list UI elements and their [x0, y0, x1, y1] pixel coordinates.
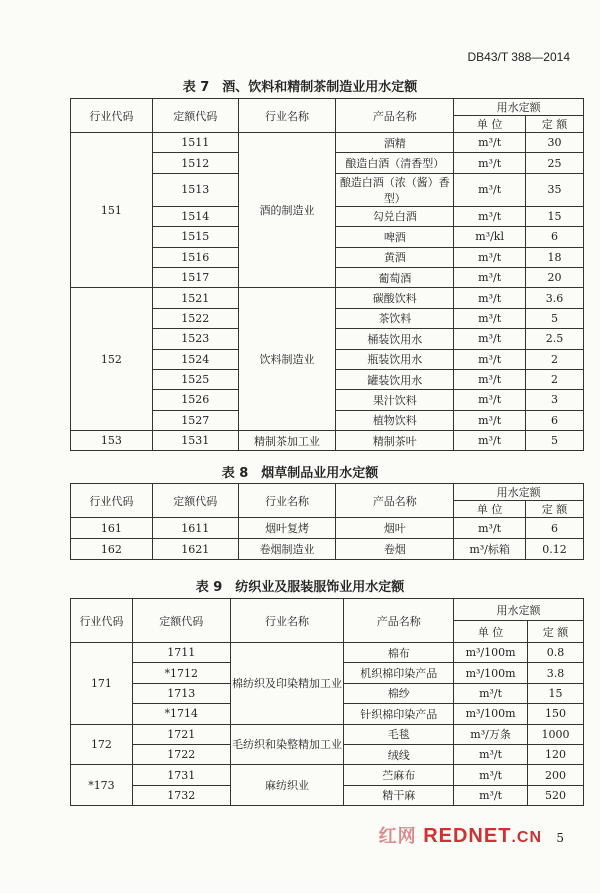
header-industry-name: 行业名称: [230, 599, 344, 643]
quota-cell: 20: [526, 267, 584, 287]
header-quota-code: 定额代码: [152, 484, 238, 518]
quota-cell: 0.12: [526, 539, 584, 560]
unit-cell: m³/t: [454, 431, 526, 451]
table8: [70, 483, 584, 560]
unit-cell: m³/t: [454, 390, 526, 410]
product-name-cell: 植物饮料: [336, 410, 454, 430]
unit-cell: m³/t: [454, 369, 526, 389]
header-industry-code: 行业代码: [71, 99, 153, 133]
quota-cell: 15: [528, 683, 584, 703]
unit-cell: m³/t: [454, 267, 526, 287]
industry-name-cell: 毛纺织和染整精加工业: [230, 724, 344, 765]
standard-number: DB43/T 388—2014: [467, 50, 570, 64]
header-product-name: 产品名称: [344, 599, 454, 643]
header-industry-name: 行业名称: [238, 484, 336, 518]
product-name-cell: 茶饮料: [336, 308, 454, 328]
quota-code-cell: 1713: [132, 683, 230, 703]
quota-cell: 150: [528, 704, 584, 724]
unit-cell: m³/t: [454, 247, 526, 267]
unit-cell: m³/t: [454, 153, 526, 173]
industry-code-cell: *173: [71, 765, 133, 806]
quota-cell: 120: [528, 744, 584, 764]
quota-cell: 0.8: [528, 643, 584, 663]
industry-code-cell: 152: [71, 288, 153, 431]
header-industry-code: 行业代码: [71, 484, 153, 518]
quota-cell: 30: [526, 133, 584, 153]
industry-code-cell: 153: [71, 431, 153, 451]
quota-cell: 6: [526, 227, 584, 247]
header-water-quota: 用水定额: [454, 599, 584, 621]
unit-cell: m³/t: [454, 683, 528, 703]
table7-caption: 表 7 酒、饮料和精制茶制造业用水定额: [182, 80, 418, 95]
unit-cell: m³/t: [454, 133, 526, 153]
industry-name-cell: 酒的制造业: [238, 133, 336, 288]
quota-cell: 2: [526, 349, 584, 369]
quota-cell: 3.6: [526, 288, 584, 308]
quota-code-cell: 1512: [152, 153, 238, 173]
table-row: [71, 431, 584, 451]
quota-code-cell: *1712: [132, 663, 230, 683]
unit-cell: m³/万条: [454, 724, 528, 744]
unit-cell: m³/100m: [454, 643, 528, 663]
header-water-quota: 用水定额: [454, 484, 584, 501]
unit-cell: m³/t: [454, 173, 526, 206]
quota-cell: 5: [526, 431, 584, 451]
unit-cell: m³/t: [454, 349, 526, 369]
industry-code-cell: 172: [71, 724, 133, 765]
header-quota: 定 额: [526, 116, 584, 133]
table9: [70, 598, 584, 806]
unit-cell: m³/kl: [454, 227, 526, 247]
product-name-cell: 棉纱: [344, 683, 454, 703]
product-name-cell: 碳酸饮料: [336, 288, 454, 308]
product-name-cell: 精干麻: [344, 785, 454, 805]
quota-code-cell: 1523: [152, 329, 238, 349]
unit-cell: m³/t: [454, 744, 528, 764]
quota-cell: 6: [526, 410, 584, 430]
product-name-cell: 酒精: [336, 133, 454, 153]
quota-code-cell: *1714: [132, 704, 230, 724]
quota-code-cell: 1521: [152, 288, 238, 308]
unit-cell: m³/t: [454, 288, 526, 308]
header-quota-code: 定额代码: [132, 599, 230, 643]
product-name-cell: 罐装饮用水: [336, 369, 454, 389]
unit-cell: m³/标箱: [454, 539, 526, 560]
header-quota-code: 定额代码: [152, 99, 238, 133]
product-name-cell: 精制茶叶: [336, 431, 454, 451]
product-name-cell: 机织棉印染产品: [344, 663, 454, 683]
header-industry-code: 行业代码: [71, 599, 133, 643]
header-quota: 定 额: [528, 621, 584, 643]
unit-cell: m³/t: [454, 308, 526, 328]
product-name-cell: 毛毯: [344, 724, 454, 744]
unit-cell: m³/t: [454, 765, 528, 785]
table8-caption: 表 8 烟草制品业用水定额: [221, 466, 379, 481]
quota-cell: 2.5: [526, 329, 584, 349]
industry-name-cell: 麻纺织业: [230, 765, 344, 806]
industry-code-cell: 161: [71, 518, 153, 539]
product-name-cell: 啤酒: [336, 227, 454, 247]
table-row: [71, 539, 584, 560]
header-product-name: 产品名称: [336, 99, 454, 133]
header-quota: 定 额: [526, 501, 584, 518]
product-name-cell: 瓶装饮用水: [336, 349, 454, 369]
table-row: [71, 724, 584, 744]
product-name-cell: 葡萄酒: [336, 267, 454, 287]
quota-cell: 35: [526, 173, 584, 206]
industry-name-cell: 棉纺织及印染精加工业: [230, 643, 344, 725]
header-water-quota: 用水定额: [454, 99, 584, 116]
product-name-cell: 烟叶: [336, 518, 454, 539]
product-name-cell: 酿造白酒（清香型）: [336, 153, 454, 173]
unit-cell: m³/t: [454, 329, 526, 349]
table9-caption: 表 9 纺织业及服装服饰业用水定额: [195, 580, 405, 595]
quota-cell: 25: [526, 153, 584, 173]
quota-cell: 18: [526, 247, 584, 267]
product-name-cell: 酿造白酒（浓（酱）香型）: [336, 173, 454, 206]
quota-code-cell: 1527: [152, 410, 238, 430]
quota-code-cell: 1511: [152, 133, 238, 153]
rednet-watermark: 红网 REDNET.CN: [378, 825, 542, 847]
quota-code-cell: 1517: [152, 267, 238, 287]
table-row: [71, 133, 584, 153]
product-name-cell: 果汁饮料: [336, 390, 454, 410]
quota-code-cell: 1721: [132, 724, 230, 744]
quota-code-cell: 1731: [132, 765, 230, 785]
quota-cell: 15: [526, 206, 584, 226]
quota-code-cell: 1531: [152, 431, 238, 451]
quota-code-cell: 1513: [152, 173, 238, 206]
product-name-cell: 黄酒: [336, 247, 454, 267]
quota-cell: 1000: [528, 724, 584, 744]
quota-code-cell: 1732: [132, 785, 230, 805]
quota-code-cell: 1522: [152, 308, 238, 328]
table-row: [71, 288, 584, 308]
header-unit: 单 位: [454, 621, 528, 643]
product-name-cell: 桶装饮用水: [336, 329, 454, 349]
quota-code-cell: 1711: [132, 643, 230, 663]
unit-cell: m³/100m: [454, 704, 528, 724]
quota-code-cell: 1515: [152, 227, 238, 247]
industry-code-cell: 162: [71, 539, 153, 560]
unit-cell: m³/t: [454, 518, 526, 539]
header-unit: 单 位: [454, 116, 526, 133]
quota-code-cell: 1621: [152, 539, 238, 560]
page-number: 5: [556, 831, 564, 845]
quota-code-cell: 1722: [132, 744, 230, 764]
industry-name-cell: 精制茶加工业: [238, 431, 336, 451]
header-industry-name: 行业名称: [238, 99, 336, 133]
table-row: [71, 518, 584, 539]
table-row: [71, 765, 584, 785]
quota-code-cell: 1526: [152, 390, 238, 410]
quota-code-cell: 1611: [152, 518, 238, 539]
quota-cell: 3: [526, 390, 584, 410]
quota-code-cell: 1525: [152, 369, 238, 389]
table-row: [71, 643, 584, 663]
product-name-cell: 卷烟: [336, 539, 454, 560]
quota-code-cell: 1514: [152, 206, 238, 226]
industry-code-cell: 151: [71, 133, 153, 288]
quota-cell: 5: [526, 308, 584, 328]
quota-cell: 6: [526, 518, 584, 539]
unit-cell: m³/t: [454, 206, 526, 226]
product-name-cell: 针织棉印染产品: [344, 704, 454, 724]
product-name-cell: 勾兑白酒: [336, 206, 454, 226]
product-name-cell: 苎麻布: [344, 765, 454, 785]
quota-code-cell: 1516: [152, 247, 238, 267]
product-name-cell: 绒线: [344, 744, 454, 764]
quota-cell: 200: [528, 765, 584, 785]
header-product-name: 产品名称: [336, 484, 454, 518]
quota-cell: 3.8: [528, 663, 584, 683]
industry-name-cell: 烟叶复烤: [238, 518, 336, 539]
unit-cell: m³/t: [454, 785, 528, 805]
unit-cell: m³/100m: [454, 663, 528, 683]
quota-cell: 2: [526, 369, 584, 389]
unit-cell: m³/t: [454, 410, 526, 430]
table7: [70, 98, 584, 451]
industry-code-cell: 171: [71, 643, 133, 725]
product-name-cell: 棉布: [344, 643, 454, 663]
industry-name-cell: 卷烟制造业: [238, 539, 336, 560]
header-unit: 单 位: [454, 501, 526, 518]
quota-code-cell: 1524: [152, 349, 238, 369]
quota-cell: 520: [528, 785, 584, 805]
industry-name-cell: 饮料制造业: [238, 288, 336, 431]
